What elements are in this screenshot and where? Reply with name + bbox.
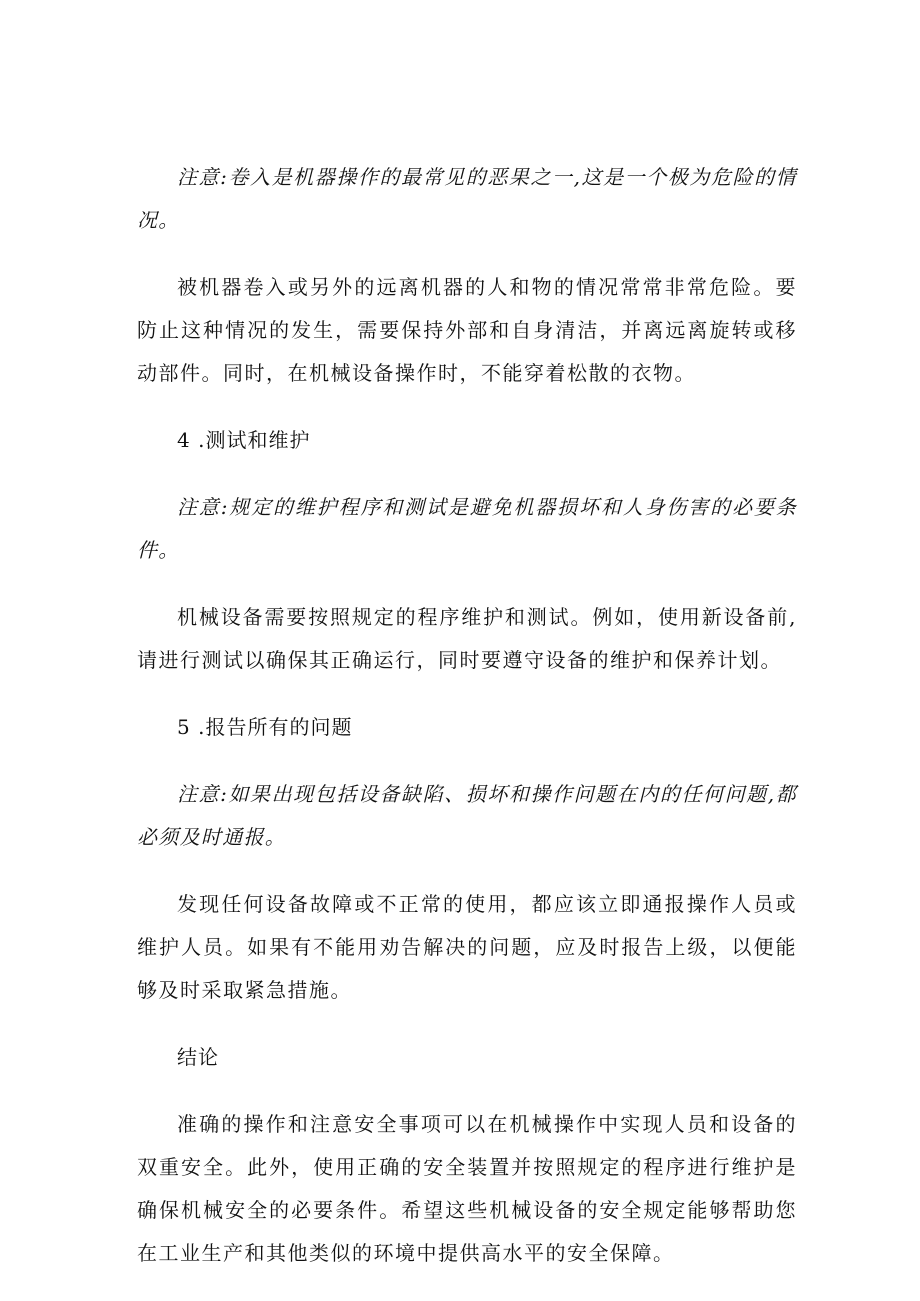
body-paragraph-entanglement: 被机器卷入或另外的远离机器的人和物的情况常常非常危险。要防止这种情况的发生，需要保持外部和自身清洁，并离远离旋转或移动部件。同时，在机械设备操作时，不能穿着松散的衣物。 [137,275,797,385]
note-paragraph-entanglement: 注意:卷入是机器操作的最常见的恶果之一,这是一个极为危险的情况。 [137,165,797,232]
document-body [137,156,797,1299]
body-paragraph-conclusion: 准确的操作和注意安全事项可以在机械操作中实现人员和设备的双重安全。此外，使用正确的安全装置并按照规定的程序进行维护是确保机械安全的必要条件。希望这些机械设备的安全规定能够帮助您在工业生产和其他类似的环境中提供高水平的安全保障。 [137,1112,797,1265]
body-paragraph-maintenance: 机械设备需要按照规定的程序维护和测试。例如，使用新设备前,请进行测试以确保其正确运行，同时要遵守设备的维护和保养计划。 [137,605,797,672]
note-paragraph-maintenance: 注意:规定的维护程序和测试是避免机器损坏和人身伤害的必要条件。 [137,495,797,562]
section-heading-testing-maintenance: 4 .测试和维护 [177,428,311,452]
body-paragraph-report: 发现任何设备故障或不正常的使用，都应该立即通报操作人员或维护人员。如果有不能用劝告解决的问题，应及时报告上级，以便能够及时采取紧急措施。 [137,892,797,1002]
section-heading-report-problems: 5 .报告所有的问题 [177,715,353,739]
section-heading-conclusion: 结论 [177,1045,219,1069]
note-paragraph-report: 注意:如果出现包括设备缺陷、损坏和操作问题在内的任何问题,都必须及时通报。 [137,782,797,849]
